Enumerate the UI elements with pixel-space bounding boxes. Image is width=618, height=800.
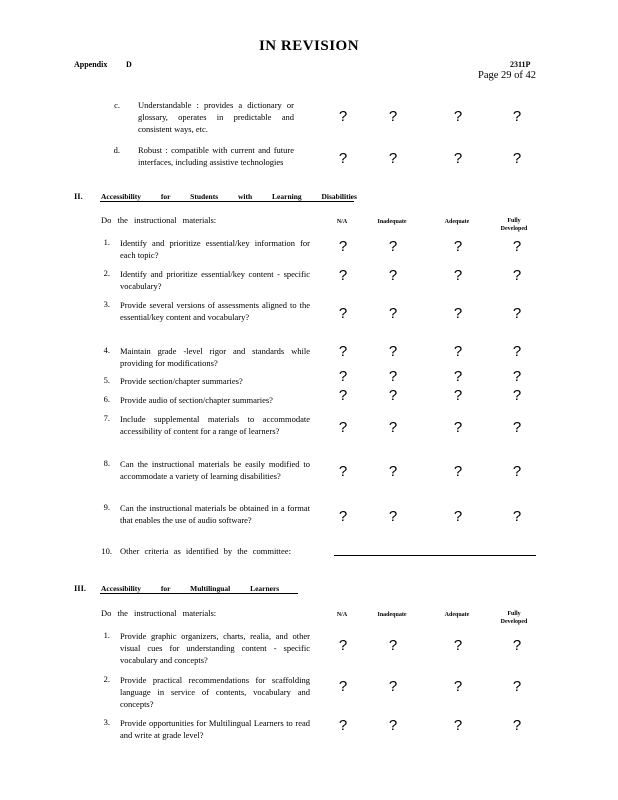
- rating-adequate[interactable]: ?: [453, 419, 463, 436]
- column-header-fully-developed: Fully Developed: [500, 218, 528, 232]
- item-letter: c.: [114, 100, 120, 110]
- item-text: Provide practical recommendations for scaffolding language in service of contents, vocabulary and concepts?: [120, 675, 310, 709]
- rating-inadequate[interactable]: ?: [388, 637, 398, 654]
- item-number: 3.: [103, 717, 110, 727]
- column-header-fully-developed: Fully Developed: [500, 611, 528, 625]
- item-text: Identify and prioritize essential/key information for each topic?: [120, 238, 310, 260]
- rating-inadequate[interactable]: ?: [388, 267, 398, 284]
- rating-adequate[interactable]: ?: [453, 637, 463, 654]
- item-number: 5.: [103, 375, 110, 385]
- section-intro: Do the instructional materials:: [101, 608, 217, 618]
- column-header-inadequate: Inadequate: [377, 612, 407, 618]
- rating-fully-developed[interactable]: ?: [512, 267, 522, 284]
- section-number: II.: [74, 191, 83, 201]
- item-number: 7.: [103, 413, 110, 423]
- rating-na[interactable]: ?: [338, 419, 348, 436]
- section-title: Accessibility for Students with Learning Disabilities: [101, 192, 357, 201]
- section-title: Accessibility for Multilingual Learners: [101, 584, 280, 593]
- item-number: 6.: [103, 394, 110, 404]
- rating-inadequate[interactable]: ?: [388, 108, 398, 125]
- item-text: Provide several versions of assessments aligned to the essential/key content and vocabulary?: [120, 300, 310, 322]
- rating-adequate[interactable]: ?: [453, 368, 463, 385]
- rating-na[interactable]: ?: [338, 637, 348, 654]
- rating-fully-developed[interactable]: ?: [512, 368, 522, 385]
- rating-na[interactable]: ?: [338, 717, 348, 734]
- column-header-adequate: Adequate: [444, 612, 470, 618]
- rating-inadequate[interactable]: ?: [388, 463, 398, 480]
- rating-adequate[interactable]: ?: [453, 508, 463, 525]
- appendix-label: Appendix: [74, 60, 108, 69]
- item-text: Provide section/chapter summaries?: [120, 376, 243, 386]
- rating-adequate[interactable]: ?: [453, 678, 463, 695]
- item-text: Understandable : provides a dictionary or glossary, operates in predictable and consistent ways, etc.: [138, 100, 294, 134]
- item-number: 3.: [103, 299, 110, 309]
- rating-inadequate[interactable]: ?: [388, 305, 398, 322]
- section-number: III.: [74, 583, 87, 593]
- rating-adequate[interactable]: ?: [453, 717, 463, 734]
- rating-adequate[interactable]: ?: [453, 305, 463, 322]
- item-number: 4.: [103, 345, 110, 355]
- rating-na[interactable]: ?: [338, 368, 348, 385]
- rating-fully-developed[interactable]: ?: [512, 463, 522, 480]
- item-text: Identify and prioritize essential/key content - specific vocabulary?: [120, 269, 310, 291]
- rating-fully-developed[interactable]: ?: [512, 637, 522, 654]
- rating-na[interactable]: ?: [338, 267, 348, 284]
- rating-fully-developed[interactable]: ?: [512, 343, 522, 360]
- rating-adequate[interactable]: ?: [453, 463, 463, 480]
- rating-inadequate[interactable]: ?: [388, 150, 398, 167]
- rating-fully-developed[interactable]: ?: [512, 508, 522, 525]
- item-text: Other criteria as identified by the committee:: [120, 546, 291, 556]
- rating-fully-developed[interactable]: ?: [512, 678, 522, 695]
- rating-inadequate[interactable]: ?: [388, 508, 398, 525]
- item-text: Provide graphic organizers, charts, realia, and other visual cues for understanding content - specific vocabulary and concepts?: [120, 631, 310, 665]
- rating-na[interactable]: ?: [338, 463, 348, 480]
- section-title-underline: [100, 593, 298, 594]
- column-header-adequate: Adequate: [444, 219, 470, 225]
- item-text: Provide opportunities for Multilingual Learners to read and write at grade level?: [120, 718, 310, 740]
- rating-inadequate[interactable]: ?: [388, 238, 398, 255]
- item-text: Robust : compatible with current and future interfaces, including assistive technologies: [138, 145, 294, 167]
- rating-na[interactable]: ?: [338, 238, 348, 255]
- rating-fully-developed[interactable]: ?: [512, 150, 522, 167]
- appendix-letter: D: [126, 60, 132, 69]
- column-header-na: N/A: [336, 219, 348, 225]
- rating-adequate[interactable]: ?: [453, 108, 463, 125]
- rating-fully-developed[interactable]: ?: [512, 387, 522, 404]
- section-intro: Do the instructional materials:: [101, 215, 217, 225]
- item-text: Include supplemental materials to accommodate accessibility of content for a range of learners?: [120, 414, 310, 436]
- rating-adequate[interactable]: ?: [453, 238, 463, 255]
- rating-na[interactable]: ?: [338, 108, 348, 125]
- rating-na[interactable]: ?: [338, 343, 348, 360]
- rating-na[interactable]: ?: [338, 150, 348, 167]
- item-text: Can the instructional materials be obtained in a format that enables the use of audio software?: [120, 503, 310, 525]
- rating-fully-developed[interactable]: ?: [512, 717, 522, 734]
- document-code: 2311P: [510, 60, 531, 69]
- rating-inadequate[interactable]: ?: [388, 419, 398, 436]
- rating-adequate[interactable]: ?: [453, 343, 463, 360]
- item-letter: d.: [113, 145, 120, 155]
- item-text: Maintain grade -level rigor and standards while providing for modifications?: [120, 346, 310, 368]
- rating-na[interactable]: ?: [338, 387, 348, 404]
- item-text: Provide audio of section/chapter summaries?: [120, 395, 273, 405]
- rating-adequate[interactable]: ?: [453, 267, 463, 284]
- rating-na[interactable]: ?: [338, 508, 348, 525]
- other-criteria-blank-line[interactable]: [334, 555, 536, 556]
- rating-inadequate[interactable]: ?: [388, 387, 398, 404]
- rating-inadequate[interactable]: ?: [388, 368, 398, 385]
- item-number: 8.: [103, 458, 110, 468]
- section-title-underline: [100, 201, 354, 202]
- column-header-inadequate: Inadequate: [377, 219, 407, 225]
- rating-inadequate[interactable]: ?: [388, 678, 398, 695]
- rating-fully-developed[interactable]: ?: [512, 238, 522, 255]
- rating-na[interactable]: ?: [338, 678, 348, 695]
- rating-fully-developed[interactable]: ?: [512, 305, 522, 322]
- rating-fully-developed[interactable]: ?: [512, 419, 522, 436]
- item-number: 1.: [103, 237, 110, 247]
- document-status-title: IN REVISION: [258, 38, 360, 54]
- item-number: 2.: [103, 674, 110, 684]
- rating-fully-developed[interactable]: ?: [512, 108, 522, 125]
- item-number: 1.: [103, 630, 110, 640]
- item-number: 2.: [103, 268, 110, 278]
- page-number: Page 29 of 42: [478, 70, 537, 81]
- rating-na[interactable]: ?: [338, 305, 348, 322]
- column-header-na: N/A: [336, 612, 348, 618]
- item-number: 9.: [103, 502, 110, 512]
- item-text: Can the instructional materials be easily modified to accommodate a variety of learning disabilities?: [120, 459, 310, 481]
- item-number: 10.: [101, 546, 112, 556]
- rating-adequate[interactable]: ?: [453, 387, 463, 404]
- rating-inadequate[interactable]: ?: [388, 343, 398, 360]
- rating-adequate[interactable]: ?: [453, 150, 463, 167]
- rating-inadequate[interactable]: ?: [388, 717, 398, 734]
